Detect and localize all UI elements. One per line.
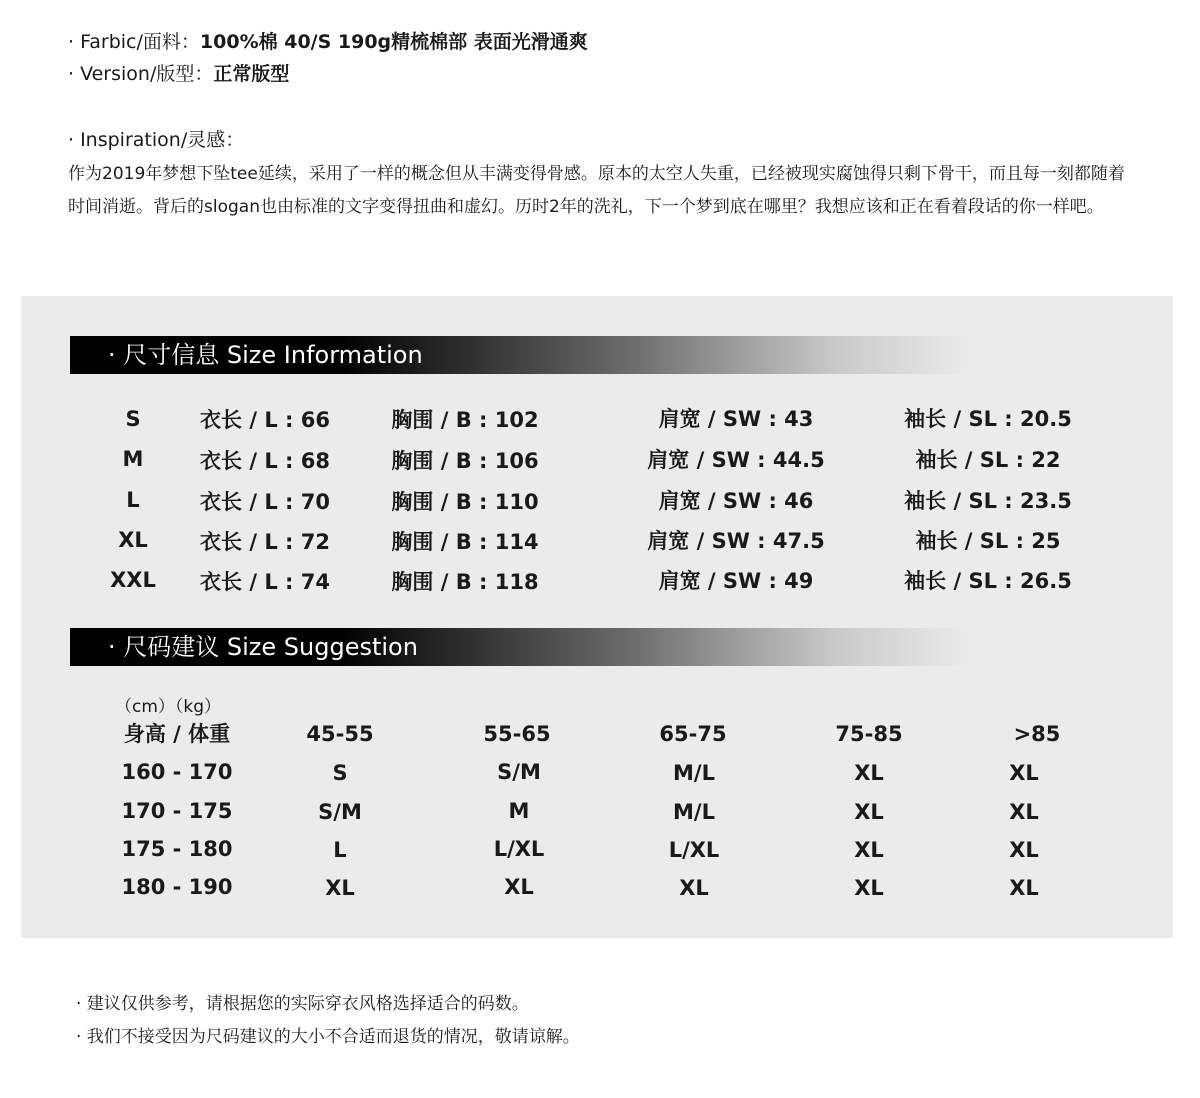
suggestion-header-cell: 身高 / 体重 [123, 722, 231, 746]
size-info-sleeve: 袖长 / SL : 23.5 [904, 489, 1072, 513]
size-info-shoulder: 肩宽 / SW : 47.5 [647, 529, 825, 553]
size-notes [76, 988, 580, 1054]
fabric-line [68, 26, 1138, 58]
product-intro [68, 26, 1138, 224]
version-value: 正常版型 [213, 63, 290, 85]
note-reference: · 建议仅供参考，请根据您的实际穿衣风格选择适合的码数。 [76, 994, 529, 1014]
size-suggestion-title: · 尺码建议 Size Suggestion [108, 633, 418, 661]
suggestion-header-cell: 45-55 [306, 722, 374, 746]
note-no-return: · 我们不接受因为尺码建议的大小不合适而退货的情况，敬请谅解。 [76, 1027, 580, 1047]
suggestion-size-cell: XL [1009, 876, 1039, 900]
size-info-length: 衣长 / L : 74 [200, 570, 330, 594]
suggestion-size-cell: XL [504, 875, 534, 899]
suggestion-size-cell: S/M [497, 760, 541, 784]
suggestion-size-cell: XL [325, 876, 355, 900]
suggestion-size-cell: M/L [673, 800, 715, 824]
suggestion-size-cell: S/M [318, 800, 362, 824]
inspiration-paragraph: 作为2019年梦想下坠tee延续，采用了一样的概念但从丰满变得骨感。原本的太空人失重，已经被现实腐蚀得只剩下骨干，而且每一刻都随着时间消逝。背后的slogan也由标准的文字变得扭曲和虚幻。历时2年的洗礼，下一个梦到底在哪里？我想应该和正在看着段话的你一样吧。 [68, 164, 1125, 217]
fabric-value: 100%棉 40/S 190g精梳棉部 表面光滑通爽 [199, 31, 588, 53]
suggestion-size-cell: S [332, 761, 348, 785]
size-info-size: S [125, 407, 141, 431]
suggestion-height-cell: 160 - 170 [121, 760, 233, 784]
suggestion-size-cell: L/XL [493, 837, 545, 861]
suggestion-size-cell: XL [1009, 800, 1039, 824]
size-info-shoulder: 肩宽 / SW : 43 [658, 407, 814, 431]
size-info-shoulder: 肩宽 / SW : 46 [658, 489, 814, 513]
units-label: （cm）（kg） [115, 697, 222, 717]
size-suggestion-header [70, 628, 970, 666]
suggestion-size-cell: XL [854, 876, 884, 900]
size-info-header [70, 336, 970, 374]
version-line [68, 58, 1138, 90]
suggestion-header-cell: 55-65 [483, 722, 551, 746]
suggestion-header-cell: 75-85 [835, 722, 903, 746]
suggestion-size-cell: XL [679, 876, 709, 900]
suggestion-height-cell: 170 - 175 [121, 799, 233, 823]
suggestion-height-cell: 180 - 190 [121, 875, 233, 899]
size-info-size: XXL [110, 568, 156, 592]
size-info-title: · 尺寸信息 Size Information [108, 341, 423, 369]
suggestion-size-cell: M/L [673, 761, 715, 785]
size-info-length: 衣长 / L : 72 [200, 530, 330, 554]
size-info-size: XL [118, 528, 148, 552]
size-info-bust: 胸围 / B : 106 [391, 449, 539, 473]
size-info-shoulder: 肩宽 / SW : 49 [658, 569, 814, 593]
size-info-bust: 胸围 / B : 118 [391, 570, 539, 594]
suggestion-size-cell: XL [1009, 838, 1039, 862]
size-info-length: 衣长 / L : 68 [200, 449, 330, 473]
size-info-length: 衣长 / L : 70 [200, 490, 330, 514]
size-info-bust: 胸围 / B : 102 [391, 408, 539, 432]
size-info-bust: 胸围 / B : 110 [391, 490, 539, 514]
suggestion-header-cell: >85 [1013, 722, 1061, 746]
suggestion-size-cell: XL [854, 800, 884, 824]
suggestion-size-cell: XL [854, 761, 884, 785]
size-info-sleeve: 袖长 / SL : 26.5 [904, 569, 1072, 593]
size-info-size: L [126, 488, 140, 512]
size-panel [21, 296, 1173, 938]
suggestion-header-cell: 65-75 [659, 722, 727, 746]
version-label: · Version/版型： [68, 63, 214, 85]
inspiration-label: · Inspiration/灵感： [68, 129, 245, 151]
size-info-sleeve: 袖长 / SL : 20.5 [904, 407, 1072, 431]
suggestion-size-cell: L [333, 838, 347, 862]
size-info-length: 衣长 / L : 66 [200, 408, 330, 432]
size-info-bust: 胸围 / B : 114 [391, 530, 539, 554]
suggestion-size-cell: XL [1009, 761, 1039, 785]
size-info-sleeve: 袖长 / SL : 22 [915, 448, 1061, 472]
suggestion-size-cell: L/XL [668, 838, 720, 862]
size-info-shoulder: 肩宽 / SW : 44.5 [647, 448, 825, 472]
fabric-label: · Farbic/面料： [68, 31, 200, 53]
size-info-sleeve: 袖长 / SL : 25 [915, 529, 1061, 553]
suggestion-size-cell: XL [854, 838, 884, 862]
size-info-size: M [122, 447, 144, 471]
suggestion-height-cell: 175 - 180 [121, 837, 233, 861]
suggestion-size-cell: M [508, 799, 530, 823]
